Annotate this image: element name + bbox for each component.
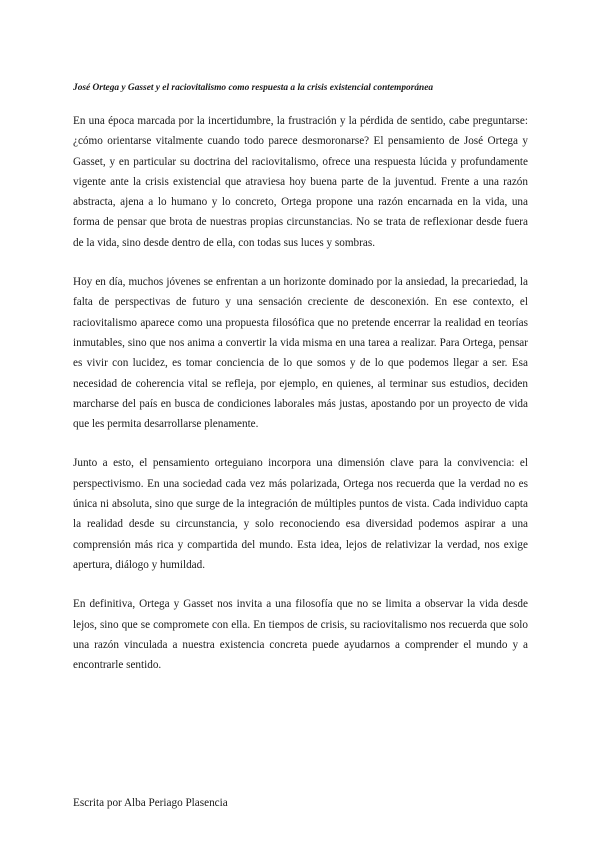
document-title: José Ortega y Gasset y el raciovitalismo como respuesta a la crisis existencial contemporánea: [73, 83, 434, 93]
paragraph-3: Junto a esto, el pensamiento orteguiano incorpora una dimensión clave para la convivencia: el perspectivismo. En una sociedad cada vez más polarizada, Ortega nos recuerda que la verdad no es única ni absoluta, sino que surge de la integración de múltiples puntos de vista. Cada individuo capta la realidad desde su circunstancia, y solo reconociendo esa diversidad podemos aspirar a una comprensión más rica y compartida del mundo. Esta idea, lejos de relativizar la verdad, nos exige apertura, diálogo y humildad.: [73, 457, 528, 571]
document-body: [73, 111, 528, 694]
paragraph-2: Hoy en día, muchos jóvenes se enfrentan a un horizonte dominado por la ansiedad, la precariedad, la falta de perspectivas de futuro y una sensación creciente de desconexión. En ese contexto, el raciovitalismo aparece como una propuesta filosófica que no pretende encerrar la realidad en teorías inmutables, sino que nos anima a convertir la vida misma en una tarea a realizar. Para Ortega, pensar es vivir con lucidez, es tomar conciencia de lo que somos y de lo que podemos llegar a ser. Esa necesidad de coherencia vital se refleja, por ejemplo, en quienes, al terminar sus estudios, deciden marcharse del país en busca de condiciones laborales más justas, apostando por un proyecto de vida que les permita desarrollarse plenamente.: [73, 276, 528, 431]
paragraph-1: En una época marcada por la incertidumbre, la frustración y la pérdida de sentido, cabe preguntarse: ¿cómo orientarse vitalmente cuando todo parece desmoronarse? El pensamiento de José Ortega y Gasset, y en particular su doctrina del raciovitalismo, ofrece una respuesta lúcida y profundamente vigente ante la crisis existencial que atraviesa hoy buena parte de la juventud. Frente a una razón abstracta, ajena a lo humano y lo concreto, Ortega propone una razón encarnada en la vida, una forma de pensar que brota de nuestras propias circunstancias. No se trata de reflexionar desde fuera de la vida, sino desde dentro de ella, con todas sus luces y sombras.: [73, 115, 528, 249]
document-page: [73, 0, 528, 848]
author-signature: Escrita por Alba Periago Plasencia: [73, 797, 228, 809]
paragraph-4: En definitiva, Ortega y Gasset nos invita a una filosofía que no se limita a observar la vida desde lejos, sino que se compromete con ella. En tiempos de crisis, su raciovitalismo nos recuerda que solo una razón vinculada a nuestra existencia concreta puede ayudarnos a comprender el mundo y a encontrarle sentido.: [73, 598, 528, 672]
